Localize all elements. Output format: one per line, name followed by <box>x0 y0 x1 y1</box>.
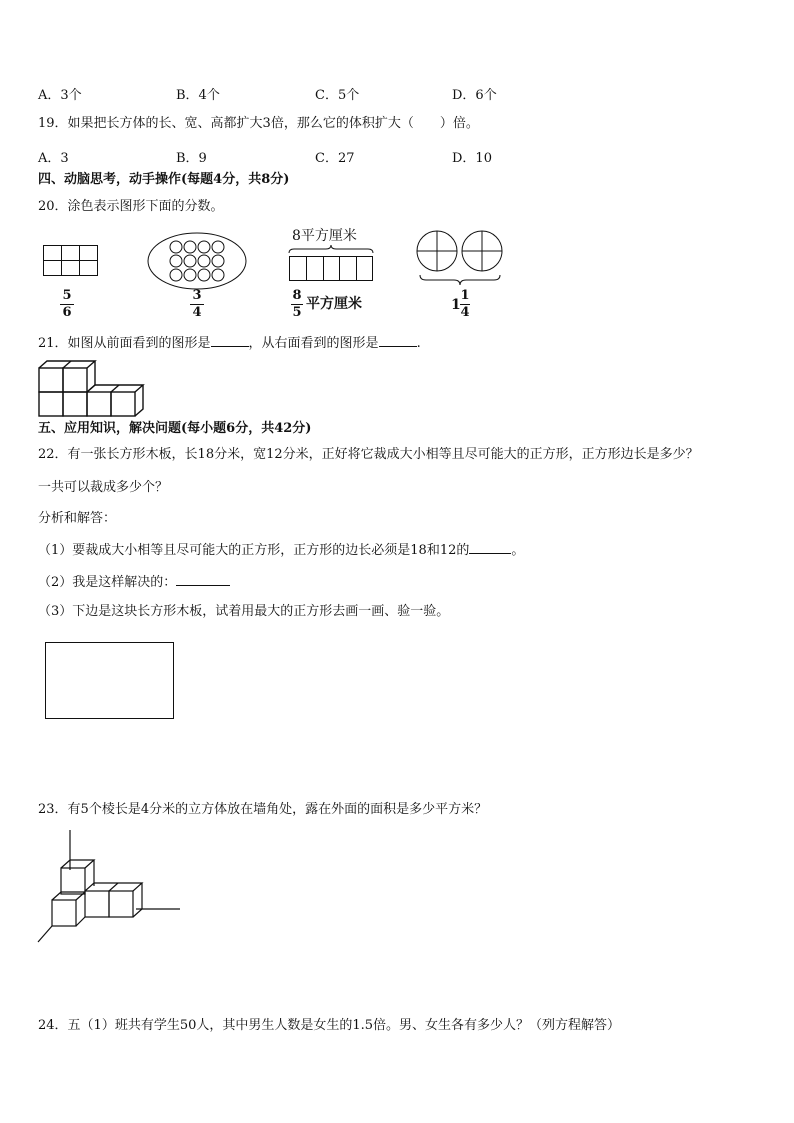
q20-mixed-whole: 1 <box>451 297 461 313</box>
q22-board-rectangle[interactable] <box>45 642 174 719</box>
q22-analysis-label: 分析和解答： <box>38 511 117 526</box>
q19-option-a: A．3 <box>38 151 69 166</box>
q22-sub1 <box>38 541 524 559</box>
q22-sub3: （3）下边是这块长方形木板，试着用最大的正方形去画一画、验一验。 <box>38 604 450 619</box>
q18-option-d: D．6个 <box>452 88 497 103</box>
q21-text-2: ，从右面看到的图形是 <box>248 336 379 351</box>
q21-cubes-figure <box>38 360 150 418</box>
q22-sub2 <box>38 573 230 591</box>
q20-fraction-4: 1 4 <box>460 288 470 320</box>
q24-question: 24．五（1）班共有学生50人，其中男生人数是女生的1.5倍。男、女生各有多少人？（列方程解答） <box>38 1018 621 1033</box>
q20-question: 20．涂色表示图形下面的分数。 <box>38 199 224 214</box>
q20-grid-rect-figure <box>43 245 99 277</box>
q22-sub2-text: （2）我是这样解决的： <box>38 575 177 590</box>
section5-heading: 五、应用知识，解决问题(每小题6分，共42分) <box>38 421 312 436</box>
q20-fraction-3-unit: 平方厘米 <box>306 296 362 312</box>
q22-sub1-blank[interactable] <box>469 541 511 554</box>
q19-option-c: C．27 <box>315 151 355 166</box>
q18-option-b: B．4个 <box>176 88 220 103</box>
q19-option-b: B．9 <box>176 151 207 166</box>
q21-blank-right[interactable] <box>379 334 417 347</box>
q20-brace-rect-figure <box>288 245 378 285</box>
q23-question: 23．有5个棱长是4分米的立方体放在墙角处，露在外面的面积是多少平方米？ <box>38 802 488 817</box>
q22-sub2-blank[interactable] <box>176 573 230 586</box>
section4-heading: 四、动脑思考，动手操作(每题4分，共8分) <box>38 172 290 187</box>
q18-option-c: C．5个 <box>315 88 360 103</box>
q22-sub1-end: 。 <box>511 543 525 558</box>
q21-blank-front[interactable] <box>211 334 249 347</box>
q18-option-a: A．3个 <box>38 88 82 103</box>
q19-option-d: D．10 <box>452 151 492 166</box>
q20-fraction-1: 5 6 <box>60 289 74 320</box>
q22-question-line2: 一共可以裁成多少个？ <box>38 480 169 495</box>
q20-area-label: 8平方厘米 <box>292 228 357 244</box>
q21-question <box>38 334 421 352</box>
q20-fraction-3: 8 5 <box>292 288 302 320</box>
q20-fraction-2: 3 4 <box>190 289 204 320</box>
q22-question-line1: 22．有一张长方形木板，长18分米，宽12分米，正好将它裁成大小相等且尽可能大的正方形，正方形边长是多少？ <box>38 447 699 462</box>
q19-question: 19．如果把长方体的长、宽、高都扩大3倍，那么它的体积扩大（ ）倍。 <box>38 116 479 131</box>
q21-text-1: 21．如图从前面看到的图形是 <box>38 336 211 351</box>
q20-quartered-circles-figure <box>416 230 508 290</box>
q23-corner-cubes-figure <box>36 830 184 946</box>
q21-text-3: . <box>416 336 421 351</box>
q20-ellipse-circles-figure <box>147 232 247 290</box>
q22-sub1-text: （1）要裁成大小相等且尽可能大的正方形，正方形的边长必须是18和12的 <box>38 543 470 558</box>
